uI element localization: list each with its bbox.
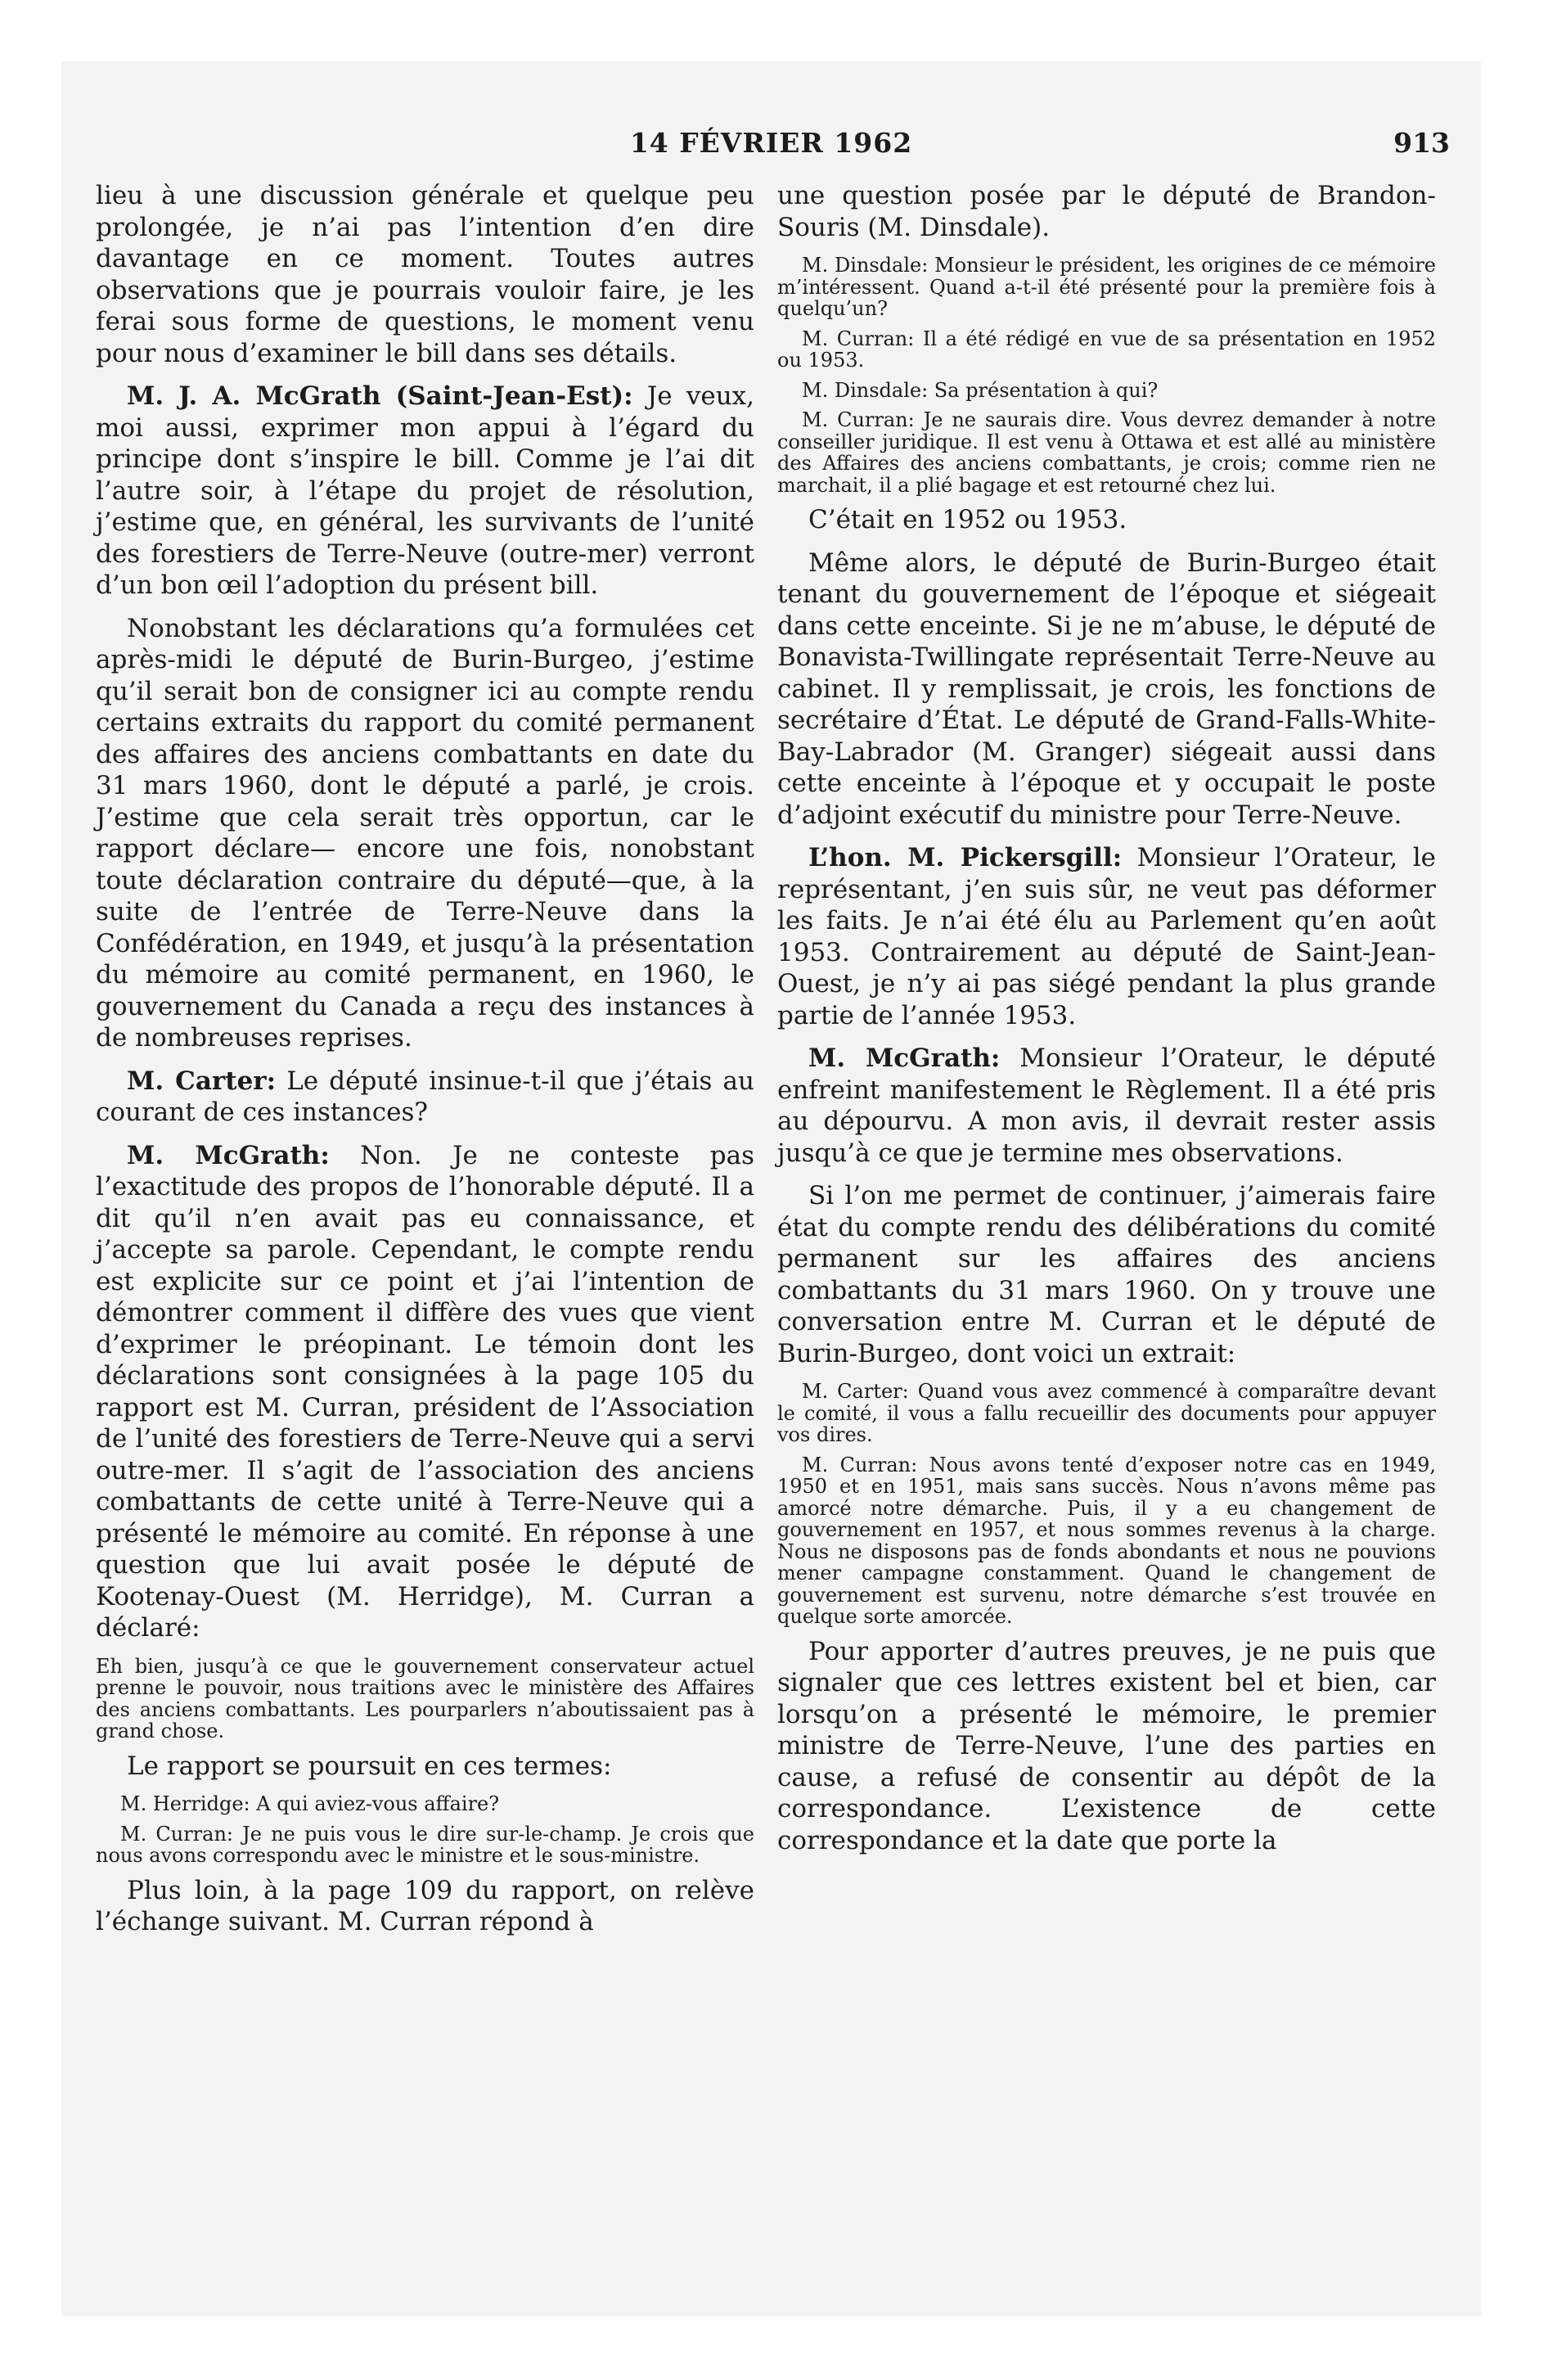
scanned-page: [61, 61, 1481, 2316]
quotation: M. Herridge: A qui aviez-vous affaire?: [120, 1792, 500, 1815]
speaker-name: M. Carter:: [127, 1066, 277, 1096]
quotation: M. Curran: Nous avons tenté d’exposer notre cas en 1949, 1950 et en 1951, mais sans succès. Nous n’avons même pas amorcé notre démarche. Puis, il y a eu changement de gouvernement en 1957, et nous sommes revenus à la charge. Nous ne disposons pas de fonds abondants et nous ne pouvions mener campagne constamment. Quand le changement de gouvernement est survenu, notre démarche s’est trouvée en quelque sorte amorcée.: [777, 1453, 1436, 1628]
quotation: M. Carter: Quand vous avez commencé à comparaître devant le comité, il vous a fallu recueillir des documents pour appuyer vos dires.: [777, 1380, 1436, 1446]
right-column: [777, 180, 1436, 1868]
paragraph: [96, 1066, 754, 1129]
speech-text: Je veux, moi aussi, exprimer mon appui à l’égard du principe dont s’inspire le bill. Comme je l’ai dit l’autre soir, à l’étape du projet de résolution, j’estime que, en général, les survivants de l’unité des forestiers de Terre-Neuve (outre-mer) verront d’un bon œil l’adoption du présent bill.: [96, 381, 754, 600]
paragraph: Même alors, le député de Burin-Burgeo était tenant du gouvernement de l’époque et siégeait dans cette enceinte. Si je ne m’abuse, le député de Bonavista-Twillingate représentait Terre-Neuve au cabinet. Il y remplissait, je crois, les fonctions de secrétaire d’État. Le député de Grand-Falls-White-Bay-Labrador (M. Granger) siégeait aussi dans cette enceinte à l’époque et y occupait le poste d’adjoint exécutif du ministre pour Terre-Neuve.: [777, 548, 1436, 830]
paragraph: Plus loin, à la page 109 du rapport, on relève l’échange suivant. M. Curran répond à: [96, 1875, 754, 1936]
speech-text: Le député insinue-t-il que j’étais au courant de ces instances?: [96, 1066, 754, 1127]
speech-text: Monsieur l’Orateur, le député enfreint manifestement le Règlement. Il a été pris au dépourvu. A mon avis, il devrait rester assis jusqu’à ce que je termine mes observations.: [777, 1044, 1436, 1168]
page-number: 913: [1393, 127, 1450, 159]
quotation: Eh bien, jusqu’à ce que le gouvernement conservateur actuel prenne le pouvoir, nous traitions avec le ministère des Affaires des anciens combattants. Les pourparlers n’aboutissaient pas à grand chose.: [96, 1654, 754, 1742]
paragraph: lieu à une discussion générale et quelque peu prolongée, je n’ai pas l’intention d’en dire davantage en ce moment. Toutes autres observations que je pourrais vouloir faire, je les ferai sous forme de questions, le moment venu pour nous d’examiner le bill dans ses détails.: [96, 181, 754, 368]
quotation: M. Dinsdale: Sa présentation à qui?: [802, 378, 1159, 402]
speaker-name: M. McGrath:: [127, 1140, 330, 1170]
left-column: [96, 180, 754, 1950]
header-date: 14 FÉVRIER 1962: [629, 127, 913, 159]
quotation: M. Dinsdale: Monsieur le président, les origines de ce mémoire m’intéressent. Quand a-t-il été présenté pour la première fois à quelqu’un?: [777, 254, 1436, 320]
quotation: M. Curran: Je ne saurais dire. Vous devrez demander à notre conseiller juridique. Il est venu à Ottawa et est allé au ministère des Affaires des anciens combattants, je crois; comme rien ne marchait, il a plié bagage et est retourné chez lui.: [777, 408, 1436, 497]
paragraph: Pour apporter d’autres preuves, je ne puis que signaler que ces lettres existent bel et bien, car lorsqu’on a présenté le mémoire, le premier ministre de Terre-Neuve, l’une des parties en cause, a refusé de consentir au dépôt de la correspondance. L’existence de cette correspondance et la date que porte la: [777, 1636, 1436, 1855]
speaker-name: L’hon. M. Pickersgill:: [808, 843, 1123, 872]
paragraph: C’était en 1952 ou 1953.: [808, 505, 1127, 534]
paragraph: [777, 1043, 1436, 1169]
speaker-name: M. J. A. McGrath (Saint-Jean-Est):: [127, 381, 633, 411]
paragraph: [777, 842, 1436, 1031]
paragraph: [96, 1140, 754, 1644]
quotation: M. Curran: Je ne puis vous le dire sur-le-champ. Je crois que nous avons correspondu avec le ministre et le sous-ministre.: [96, 1822, 754, 1867]
paragraph: [96, 381, 754, 602]
paragraph: Nonobstant les déclarations qu’a formulées cet après-midi le député de Burin-Burgeo, j’estime qu’il serait bon de consigner ici au compte rendu certains extraits du rapport du comité permanent des affaires des anciens combattants en date du 31 mars 1960, dont le député a parlé, je crois. J’estime que cela serait très opportun, car le rapport déclare— encore une fois, nonobstant toute déclaration contraire du député—que, à la suite de l’entrée de Terre-Neuve dans la Confédération, en 1949, et jusqu’à la présentation du mémoire au comité permanent, en 1960, le gouvernement du Canada a reçu des instances à de nombreuses reprises.: [96, 613, 754, 1053]
speech-text: Non. Je ne conteste pas l’exactitude des propos de l’honorable député. Il a dit qu’il n’en avait pas eu connaissance, et j’accepte sa parole. Cependant, le compte rendu est explicite sur ce point et j’ai l’intention de démontrer comment il diffère des vues que vient d’exprimer le préopinant. Le témoin dont les déclarations sont consignées à la page 105 du rapport est M. Curran, président de l’Association de l’unité des forestiers de Terre-Neuve qui a servi outre-mer. Il s’agit de l’association des anciens combattants de cette unité à Terre-Neuve qui a présenté le mémoire au comité. En réponse à une question que lui avait posée le député de Kootenay-Ouest (M. Herridge), M. Curran a déclaré:: [96, 1140, 754, 1643]
speaker-name: M. McGrath:: [808, 1044, 1001, 1073]
page-header: [61, 61, 1481, 160]
quotation: M. Curran: Il a été rédigé en vue de sa présentation en 1952 ou 1953.: [777, 327, 1436, 372]
paragraph: une question posée par le député de Brandon-Souris (M. Dinsdale).: [777, 181, 1436, 242]
speech-text: Monsieur l’Orateur, le représentant, j’en suis sûr, ne veut pas déformer les faits. Je n’ai été élu au Parlement qu’en août 1953. Contrairement au député de Saint-Jean-Ouest, je n’y ai pas siégé pendant la plus grande partie de l’année 1953.: [777, 843, 1437, 1030]
paragraph: Si l’on me permet de continuer, j’aimerais faire état du compte rendu des délibérations du comité permanent sur les affaires des anciens combattants du 31 mars 1960. On y trouve une conversation entre M. Curran et le député de Burin-Burgeo, dont voici un extrait:: [777, 1181, 1436, 1368]
paragraph: Le rapport se poursuit en ces termes:: [127, 1751, 612, 1781]
